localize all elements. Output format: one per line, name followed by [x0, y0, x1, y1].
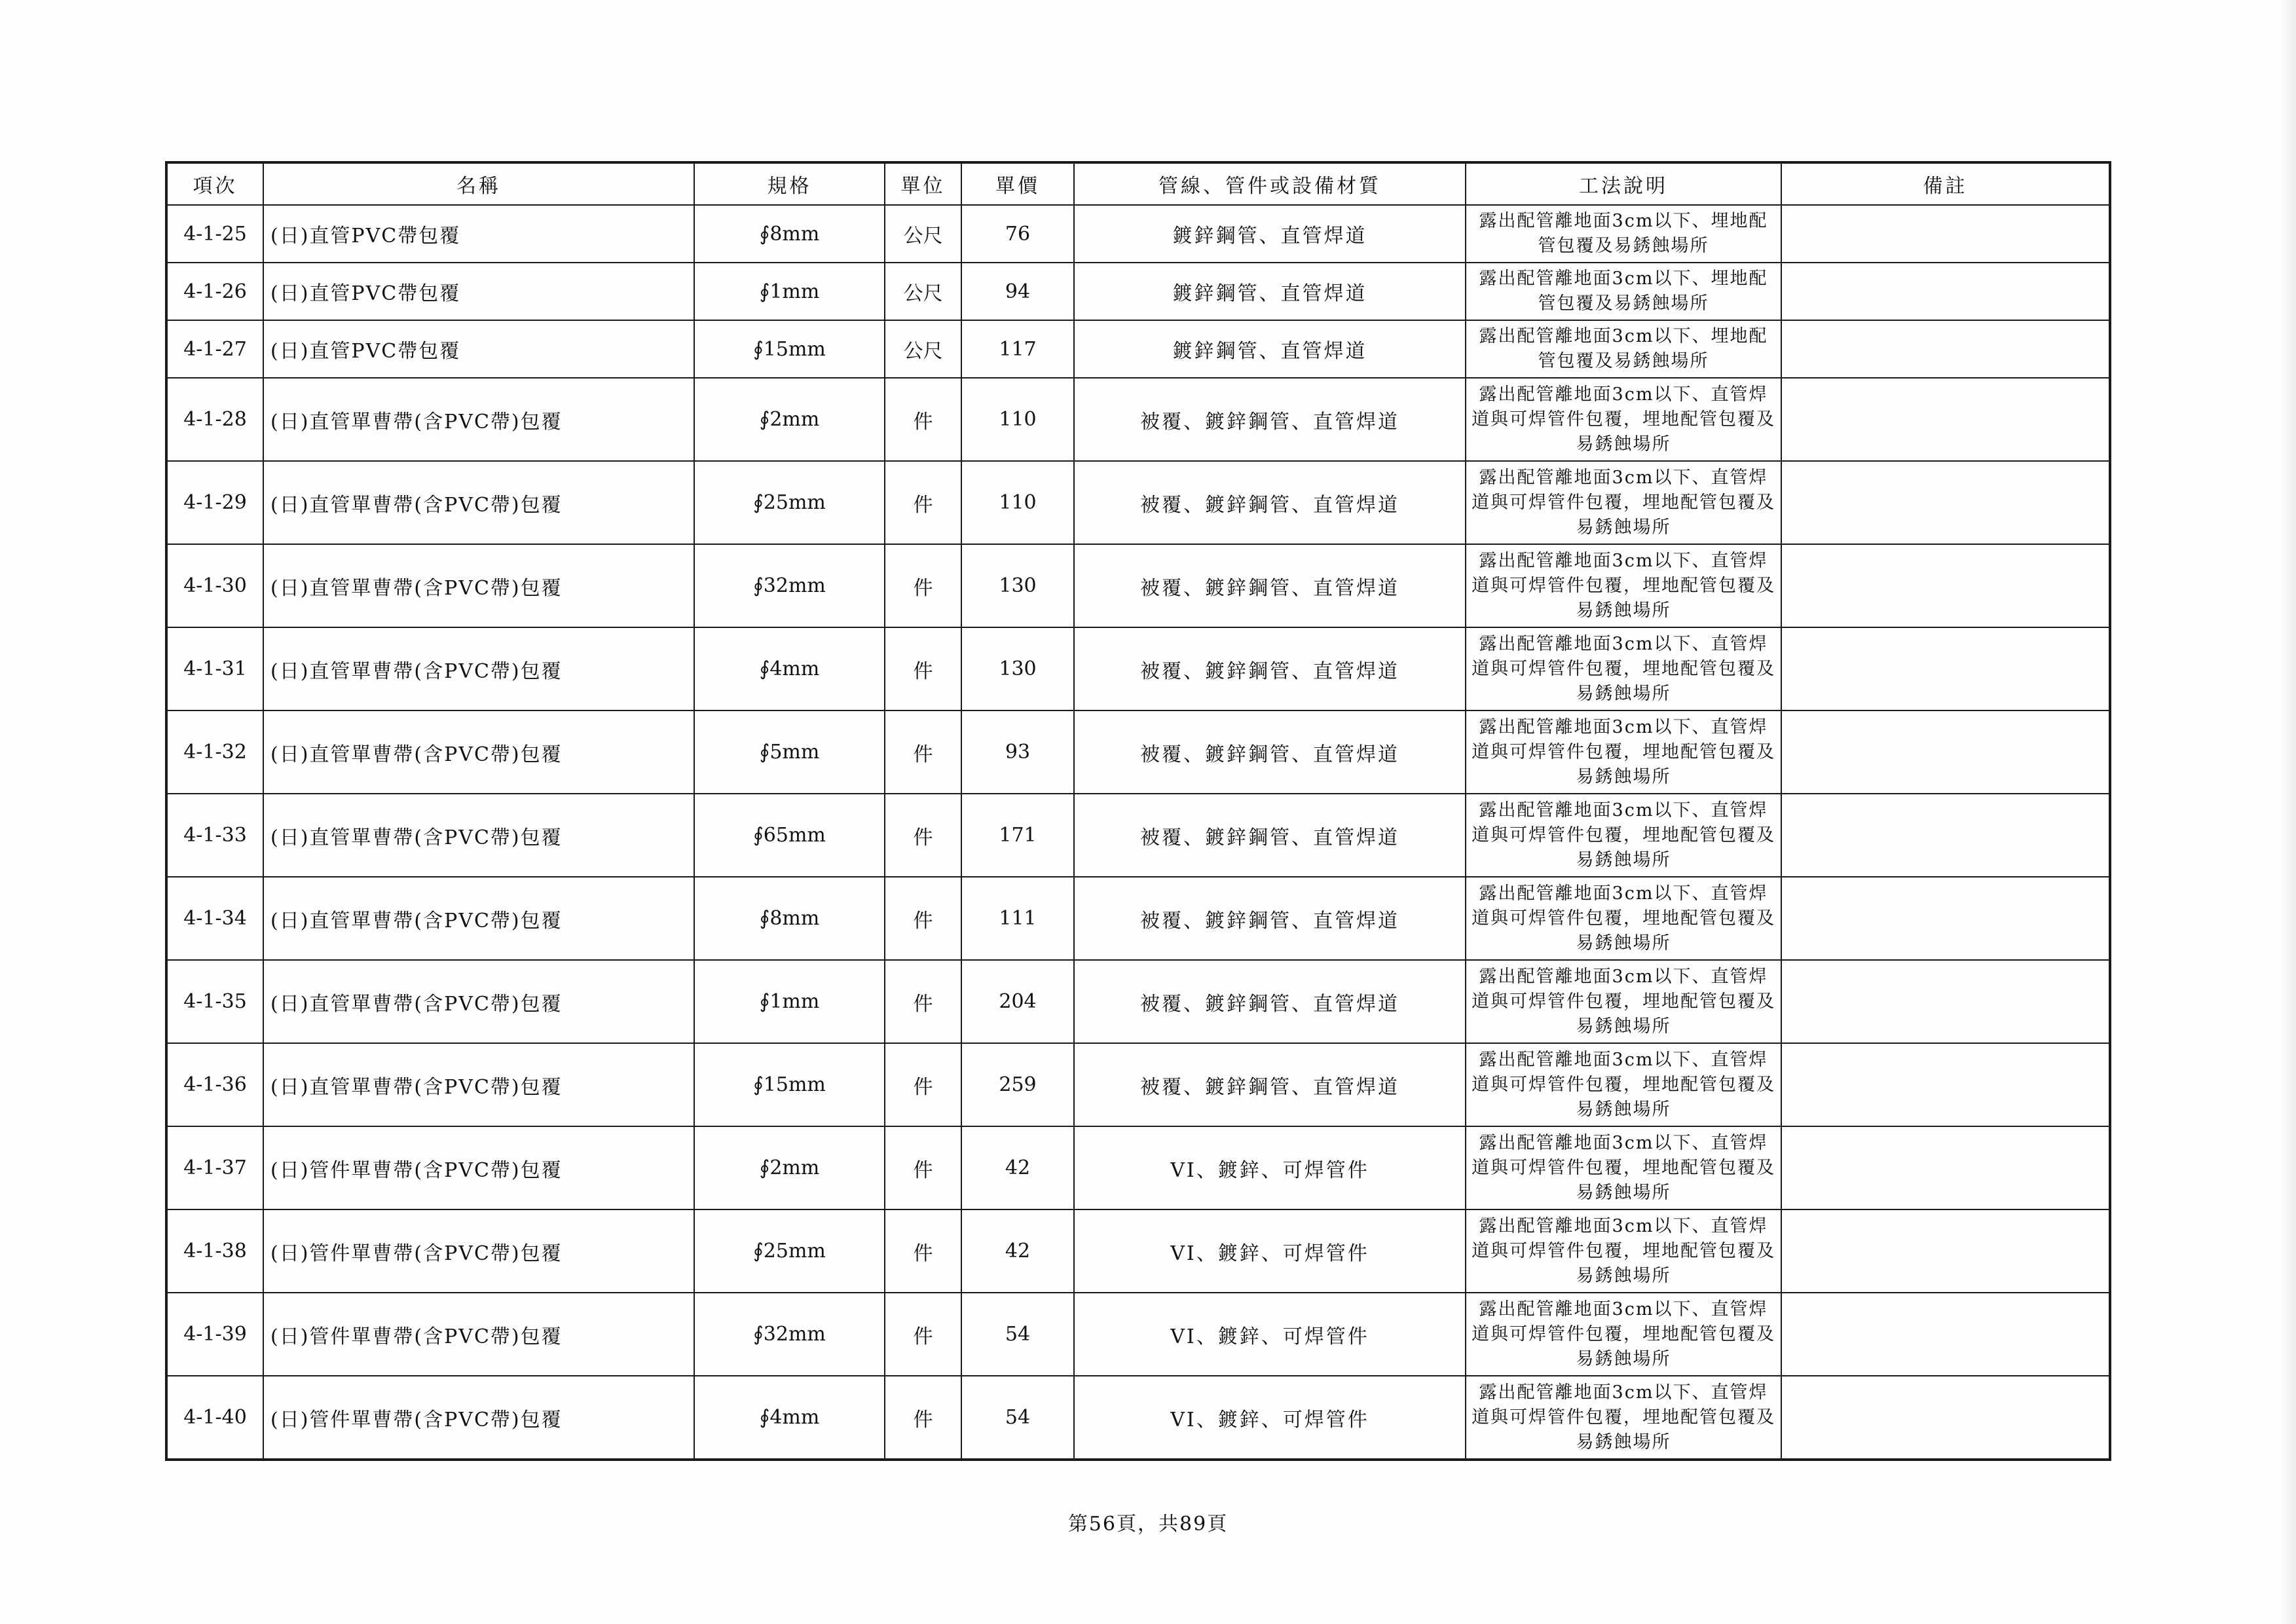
cell-name: (日)直管單曹帶(含PVC帶)包覆	[263, 627, 694, 710]
table-row	[166, 320, 2110, 378]
cell-spec: ∮4mm	[694, 1376, 885, 1460]
table-row	[166, 205, 2110, 263]
cell-name: (日)直管單曹帶(含PVC帶)包覆	[263, 960, 694, 1043]
cell-unit: 件	[885, 378, 961, 461]
cell-price: 110	[961, 461, 1074, 544]
cell-item: 4-1-35	[166, 960, 263, 1043]
cell-material: 被覆、鍍鋅鋼管、直管焊道	[1074, 627, 1466, 710]
cell-name: (日)直管PVC帶包覆	[263, 205, 694, 263]
cell-item: 4-1-36	[166, 1043, 263, 1126]
cell-name: (日)直管單曹帶(含PVC帶)包覆	[263, 877, 694, 960]
cell-spec: ∮32mm	[694, 1293, 885, 1376]
cell-method: 露出配管離地面3cm以下、直管焊道與可焊管件包覆，埋地配管包覆及易銹蝕場所	[1466, 960, 1781, 1043]
cell-spec: ∮32mm	[694, 544, 885, 627]
cell-spec: ∮8mm	[694, 205, 885, 263]
cell-price: 110	[961, 378, 1074, 461]
cell-method: 露出配管離地面3cm以下、直管焊道與可焊管件包覆，埋地配管包覆及易銹蝕場所	[1466, 627, 1781, 710]
table-row	[166, 1293, 2110, 1376]
cell-material: 被覆、鍍鋅鋼管、直管焊道	[1074, 544, 1466, 627]
cell-price: 54	[961, 1293, 1074, 1376]
cell-name: (日)直管PVC帶包覆	[263, 320, 694, 378]
cell-unit: 公尺	[885, 205, 961, 263]
cell-item: 4-1-34	[166, 877, 263, 960]
table-row	[166, 378, 2110, 461]
cell-unit: 件	[885, 627, 961, 710]
cell-note	[1781, 877, 2110, 960]
cell-material: 被覆、鍍鋅鋼管、直管焊道	[1074, 794, 1466, 877]
cell-unit: 件	[885, 461, 961, 544]
cell-method: 露出配管離地面3cm以下、直管焊道與可焊管件包覆，埋地配管包覆及易銹蝕場所	[1466, 794, 1781, 877]
cell-price: 93	[961, 710, 1074, 794]
cell-name: (日)直管單曹帶(含PVC帶)包覆	[263, 794, 694, 877]
cell-note	[1781, 627, 2110, 710]
cell-spec: ∮25mm	[694, 1209, 885, 1293]
cell-method: 露出配管離地面3cm以下、埋地配管包覆及易銹蝕場所	[1466, 320, 1781, 378]
cell-name: (日)直管單曹帶(含PVC帶)包覆	[263, 1043, 694, 1126]
cell-material: VI、鍍鋅、可焊管件	[1074, 1293, 1466, 1376]
header-spec: 規格	[694, 162, 885, 205]
cell-material: 被覆、鍍鋅鋼管、直管焊道	[1074, 378, 1466, 461]
cell-note	[1781, 1209, 2110, 1293]
cell-name: (日)直管單曹帶(含PVC帶)包覆	[263, 544, 694, 627]
cell-price: 204	[961, 960, 1074, 1043]
cell-method: 露出配管離地面3cm以下、直管焊道與可焊管件包覆，埋地配管包覆及易銹蝕場所	[1466, 877, 1781, 960]
cell-name: (日)管件單曹帶(含PVC帶)包覆	[263, 1209, 694, 1293]
cell-note	[1781, 794, 2110, 877]
header-name: 名稱	[263, 162, 694, 205]
cell-method: 露出配管離地面3cm以下、直管焊道與可焊管件包覆，埋地配管包覆及易銹蝕場所	[1466, 461, 1781, 544]
cell-price: 130	[961, 627, 1074, 710]
cell-unit: 件	[885, 1376, 961, 1460]
cell-item: 4-1-39	[166, 1293, 263, 1376]
table-row	[166, 627, 2110, 710]
cell-note	[1781, 320, 2110, 378]
cell-note	[1781, 1043, 2110, 1126]
table-row	[166, 544, 2110, 627]
header-item: 項次	[166, 162, 263, 205]
page-number: 第56頁，共89頁	[1067, 1513, 1229, 1536]
cell-price: 76	[961, 205, 1074, 263]
cell-spec: ∮5mm	[694, 710, 885, 794]
cell-unit: 件	[885, 960, 961, 1043]
cell-unit: 公尺	[885, 320, 961, 378]
header-unit: 單位	[885, 162, 961, 205]
cell-item: 4-1-37	[166, 1126, 263, 1209]
cell-item: 4-1-33	[166, 794, 263, 877]
cell-note	[1781, 960, 2110, 1043]
cell-item: 4-1-38	[166, 1209, 263, 1293]
cell-unit: 件	[885, 1293, 961, 1376]
table-row	[166, 877, 2110, 960]
cell-name: (日)管件單曹帶(含PVC帶)包覆	[263, 1126, 694, 1209]
cell-material: 鍍鋅鋼管、直管焊道	[1074, 263, 1466, 320]
cell-method: 露出配管離地面3cm以下、直管焊道與可焊管件包覆，埋地配管包覆及易銹蝕場所	[1466, 544, 1781, 627]
cell-price: 111	[961, 877, 1074, 960]
cell-unit: 件	[885, 877, 961, 960]
cell-material: VI、鍍鋅、可焊管件	[1074, 1126, 1466, 1209]
cell-item: 4-1-31	[166, 627, 263, 710]
cell-spec: ∮15mm	[694, 1043, 885, 1126]
cell-spec: ∮2mm	[694, 1126, 885, 1209]
cell-price: 171	[961, 794, 1074, 877]
cell-unit: 件	[885, 1209, 961, 1293]
cell-note	[1781, 1293, 2110, 1376]
cell-note	[1781, 461, 2110, 544]
cell-method: 露出配管離地面3cm以下、直管焊道與可焊管件包覆，埋地配管包覆及易銹蝕場所	[1466, 1293, 1781, 1376]
cell-material: 被覆、鍍鋅鋼管、直管焊道	[1074, 877, 1466, 960]
cell-spec: ∮4mm	[694, 627, 885, 710]
cell-spec: ∮15mm	[694, 320, 885, 378]
cell-price: 130	[961, 544, 1074, 627]
table-row	[166, 1376, 2110, 1460]
cell-material: VI、鍍鋅、可焊管件	[1074, 1209, 1466, 1293]
table-row	[166, 794, 2110, 877]
cell-item: 4-1-25	[166, 205, 263, 263]
table-row	[166, 263, 2110, 320]
cell-name: (日)直管單曹帶(含PVC帶)包覆	[263, 710, 694, 794]
header-material: 管線、管件或設備材質	[1074, 162, 1466, 205]
cell-name: (日)直管PVC帶包覆	[263, 263, 694, 320]
cell-note	[1781, 1376, 2110, 1460]
table-row	[166, 461, 2110, 544]
cell-material: VI、鍍鋅、可焊管件	[1074, 1376, 1466, 1460]
cell-method: 露出配管離地面3cm以下、直管焊道與可焊管件包覆，埋地配管包覆及易銹蝕場所	[1466, 1376, 1781, 1460]
cell-name: (日)管件單曹帶(含PVC帶)包覆	[263, 1376, 694, 1460]
cell-price: 117	[961, 320, 1074, 378]
cell-name: (日)管件單曹帶(含PVC帶)包覆	[263, 1293, 694, 1376]
cell-item: 4-1-26	[166, 263, 263, 320]
cell-method: 露出配管離地面3cm以下、直管焊道與可焊管件包覆，埋地配管包覆及易銹蝕場所	[1466, 1126, 1781, 1209]
cell-method: 露出配管離地面3cm以下、埋地配管包覆及易銹蝕場所	[1466, 205, 1781, 263]
cell-unit: 公尺	[885, 263, 961, 320]
header-note: 備註	[1781, 162, 2110, 205]
cell-spec: ∮8mm	[694, 877, 885, 960]
cell-item: 4-1-28	[166, 378, 263, 461]
table-row	[166, 1043, 2110, 1126]
cell-price: 42	[961, 1126, 1074, 1209]
cell-spec: ∮1mm	[694, 960, 885, 1043]
unit-price-table	[165, 161, 2111, 1461]
cell-item: 4-1-40	[166, 1376, 263, 1460]
cell-name: (日)直管單曹帶(含PVC帶)包覆	[263, 378, 694, 461]
cell-unit: 件	[885, 1126, 961, 1209]
cell-unit: 件	[885, 1043, 961, 1126]
cell-item: 4-1-32	[166, 710, 263, 794]
cell-material: 鍍鋅鋼管、直管焊道	[1074, 205, 1466, 263]
cell-note	[1781, 710, 2110, 794]
cell-material: 被覆、鍍鋅鋼管、直管焊道	[1074, 710, 1466, 794]
header-method: 工法說明	[1466, 162, 1781, 205]
cell-unit: 件	[885, 544, 961, 627]
cell-note	[1781, 378, 2110, 461]
cell-spec: ∮1mm	[694, 263, 885, 320]
table-row	[166, 710, 2110, 794]
cell-method: 露出配管離地面3cm以下、直管焊道與可焊管件包覆，埋地配管包覆及易銹蝕場所	[1466, 1209, 1781, 1293]
cell-item: 4-1-27	[166, 320, 263, 378]
cell-item: 4-1-30	[166, 544, 263, 627]
cell-material: 被覆、鍍鋅鋼管、直管焊道	[1074, 960, 1466, 1043]
table-row	[166, 1209, 2110, 1293]
table-row	[166, 960, 2110, 1043]
header-price: 單價	[961, 162, 1074, 205]
table-row	[166, 1126, 2110, 1209]
cell-method: 露出配管離地面3cm以下、直管焊道與可焊管件包覆，埋地配管包覆及易銹蝕場所	[1466, 378, 1781, 461]
cell-note	[1781, 544, 2110, 627]
cell-spec: ∮65mm	[694, 794, 885, 877]
cell-material: 鍍鋅鋼管、直管焊道	[1074, 320, 1466, 378]
cell-material: 被覆、鍍鋅鋼管、直管焊道	[1074, 461, 1466, 544]
cell-spec: ∮25mm	[694, 461, 885, 544]
cell-spec: ∮2mm	[694, 378, 885, 461]
cell-method: 露出配管離地面3cm以下、直管焊道與可焊管件包覆，埋地配管包覆及易銹蝕場所	[1466, 1043, 1781, 1126]
table-header-row	[166, 162, 2110, 205]
cell-price: 259	[961, 1043, 1074, 1126]
cell-name: (日)直管單曹帶(含PVC帶)包覆	[263, 461, 694, 544]
cell-material: 被覆、鍍鋅鋼管、直管焊道	[1074, 1043, 1466, 1126]
cell-price: 54	[961, 1376, 1074, 1460]
cell-note	[1781, 1126, 2110, 1209]
cell-item: 4-1-29	[166, 461, 263, 544]
cell-price: 94	[961, 263, 1074, 320]
cell-unit: 件	[885, 794, 961, 877]
cell-note	[1781, 205, 2110, 263]
cell-note	[1781, 263, 2110, 320]
cell-price: 42	[961, 1209, 1074, 1293]
scan-edge-shadow	[2279, 0, 2296, 1624]
cell-unit: 件	[885, 710, 961, 794]
cell-method: 露出配管離地面3cm以下、埋地配管包覆及易銹蝕場所	[1466, 263, 1781, 320]
cell-method: 露出配管離地面3cm以下、直管焊道與可焊管件包覆，埋地配管包覆及易銹蝕場所	[1466, 710, 1781, 794]
